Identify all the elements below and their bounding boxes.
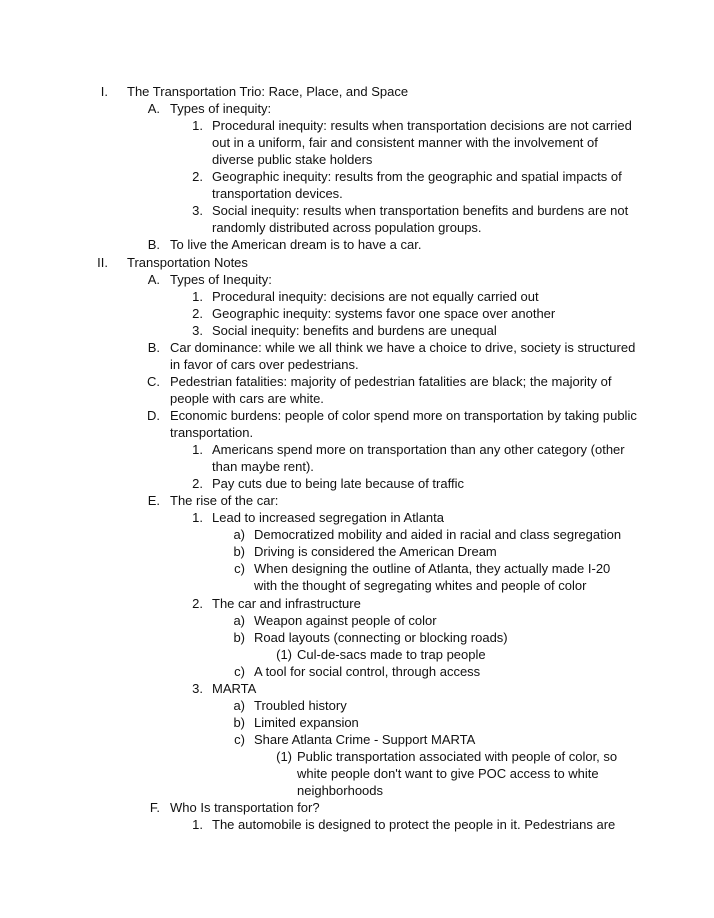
outline-text: Pedestrian fatalities: majority of pedestrian fatalities are black; the majority of bbox=[170, 373, 612, 389]
outline-marker: b) bbox=[233, 714, 245, 730]
outline-text: with the thought of segregating whites and people of color bbox=[254, 578, 587, 594]
outline-text: Economic burdens: people of color spend more on transportation by taking public bbox=[170, 407, 637, 423]
outline-marker: c) bbox=[234, 731, 245, 747]
outline-line bbox=[0, 816, 714, 833]
outline-line bbox=[0, 475, 714, 492]
outline-text: The automobile is designed to protect the people in it. Pedestrians are bbox=[212, 817, 616, 833]
outline-marker: D. bbox=[147, 407, 160, 423]
outline-marker: II. bbox=[97, 254, 108, 270]
outline-marker: 3. bbox=[192, 322, 203, 338]
outline-marker: a) bbox=[233, 527, 245, 543]
outline-line bbox=[0, 390, 714, 407]
outline-text: The car and infrastructure bbox=[212, 595, 361, 611]
outline-marker: (1) bbox=[276, 646, 292, 662]
outline-line bbox=[0, 168, 714, 185]
outline-text: Road layouts (connecting or blocking roads) bbox=[254, 629, 508, 645]
outline-text: out in a uniform, fair and consistent manner with the involvement of bbox=[212, 135, 598, 151]
outline-line bbox=[0, 151, 714, 168]
outline-marker: a) bbox=[233, 697, 245, 713]
outline-text: Social inequity: results when transportation benefits and burdens are not bbox=[212, 203, 629, 219]
outline-line bbox=[0, 612, 714, 629]
outline-line bbox=[0, 577, 714, 594]
outline-line bbox=[0, 782, 714, 799]
outline-line bbox=[0, 629, 714, 646]
outline-marker: c) bbox=[234, 561, 245, 577]
outline-text: Types of inequity: bbox=[170, 101, 272, 117]
outline-text: MARTA bbox=[212, 680, 257, 696]
outline-text: Pay cuts due to being late because of traffic bbox=[212, 476, 464, 492]
outline-line bbox=[0, 731, 714, 748]
outline-text: in favor of cars over pedestrians. bbox=[170, 356, 359, 372]
outline-line bbox=[0, 236, 714, 253]
outline-line bbox=[0, 680, 714, 697]
outline-marker: C. bbox=[147, 373, 160, 389]
outline-marker: b) bbox=[233, 544, 245, 560]
outline-line bbox=[0, 305, 714, 322]
outline-marker: 1. bbox=[192, 118, 203, 134]
outline-text: The Transportation Trio: Race, Place, and Space bbox=[127, 84, 409, 99]
outline-line bbox=[0, 458, 714, 475]
outline-marker: B. bbox=[147, 237, 160, 253]
outline-line bbox=[0, 356, 714, 373]
outline-marker: 1. bbox=[192, 817, 203, 833]
outline-text: Procedural inequity: decisions are not equally carried out bbox=[212, 288, 539, 304]
outline-text: diverse public stake holders bbox=[212, 152, 373, 168]
outline-text: A tool for social control, through access bbox=[254, 663, 481, 679]
outline-line bbox=[0, 799, 714, 816]
outline-line bbox=[0, 663, 714, 680]
outline-text: than maybe rent). bbox=[212, 459, 314, 475]
outline-text: transportation. bbox=[170, 425, 254, 440]
outline-text: Social inequity: benefits and burdens are unequal bbox=[212, 322, 497, 338]
outline-line bbox=[0, 424, 714, 441]
outline-marker: 3. bbox=[192, 680, 203, 696]
outline-line bbox=[0, 339, 714, 356]
outline-marker: c) bbox=[234, 663, 245, 679]
outline-text: randomly distributed across population groups. bbox=[212, 220, 482, 236]
outline-marker: 1. bbox=[192, 288, 203, 304]
outline-text: white people don't want to give POC access to white bbox=[297, 766, 599, 781]
outline-line bbox=[0, 117, 714, 134]
outline-text: Geographic inequity: systems favor one space over another bbox=[212, 305, 556, 321]
outline-text: Lead to increased segregation in Atlanta bbox=[212, 510, 445, 526]
outline-marker: E. bbox=[147, 493, 160, 509]
outline-text: transportation devices. bbox=[212, 186, 343, 202]
outline-line bbox=[0, 100, 714, 117]
outline-marker: 2. bbox=[192, 595, 203, 611]
outline-marker: 1. bbox=[192, 442, 203, 458]
outline-text: neighborhoods bbox=[297, 783, 384, 799]
outline-marker: a) bbox=[233, 612, 245, 628]
outline-marker: A. bbox=[147, 271, 160, 287]
outline-line bbox=[0, 271, 714, 288]
outline-line bbox=[0, 543, 714, 560]
outline-text: Transportation Notes bbox=[127, 254, 248, 270]
outline-text: Car dominance: while we all think we have a choice to drive, society is structured bbox=[170, 339, 636, 355]
outline-text: Share Atlanta Crime - Support MARTA bbox=[254, 731, 476, 747]
outline-marker: 2. bbox=[192, 169, 203, 185]
outline-line bbox=[0, 509, 714, 526]
outline-line bbox=[0, 322, 714, 339]
outline-text: Driving is considered the American Dream bbox=[254, 544, 497, 560]
outline-text: Cul-de-sacs made to trap people bbox=[297, 646, 486, 662]
outline-text: To live the American dream is to have a car. bbox=[170, 237, 422, 253]
outline-line bbox=[0, 765, 714, 782]
outline-marker: B. bbox=[147, 339, 160, 355]
outline-marker: 2. bbox=[192, 305, 203, 321]
outline-marker: A. bbox=[147, 101, 160, 117]
outline-line bbox=[0, 748, 714, 765]
outline-text: When designing the outline of Atlanta, they actually made I-20 bbox=[254, 561, 611, 577]
outline-marker: F. bbox=[149, 800, 160, 816]
outline-line bbox=[0, 697, 714, 714]
outline-line bbox=[0, 492, 714, 509]
outline-text: Public transportation associated with people of color, so bbox=[297, 748, 618, 764]
outline-line bbox=[0, 714, 714, 731]
outline-marker: 1. bbox=[192, 510, 203, 526]
outline-line bbox=[0, 185, 714, 202]
outline-line bbox=[0, 407, 714, 424]
outline-text: Democratized mobility and aided in racial and class segregation bbox=[254, 527, 622, 543]
outline-line bbox=[0, 202, 714, 219]
outline-text: The rise of the car: bbox=[170, 493, 279, 509]
outline-marker: 3. bbox=[192, 203, 203, 219]
outline-text: Limited expansion bbox=[254, 714, 359, 730]
outline-text: Weapon against people of color bbox=[254, 612, 437, 628]
outline-line bbox=[0, 595, 714, 612]
outline-line bbox=[0, 646, 714, 663]
outline-line bbox=[0, 134, 714, 151]
outline-text: Geographic inequity: results from the geographic and spatial impacts of bbox=[212, 169, 622, 185]
outline-line bbox=[0, 526, 714, 543]
outline-marker: b) bbox=[233, 629, 245, 645]
outline-line bbox=[0, 441, 714, 458]
outline-line bbox=[0, 83, 714, 100]
outline-text: Who Is transportation for? bbox=[170, 800, 320, 816]
outline-line bbox=[0, 373, 714, 390]
outline-text: Americans spend more on transportation than any other category (other bbox=[212, 442, 625, 458]
outline-marker: I. bbox=[100, 84, 108, 99]
outline-text: people with cars are white. bbox=[170, 390, 324, 406]
outline-line bbox=[0, 288, 714, 305]
outline-line bbox=[0, 560, 714, 577]
outline-line bbox=[0, 254, 714, 271]
outline-text: Troubled history bbox=[254, 697, 347, 713]
outline-text: Types of Inequity: bbox=[170, 271, 272, 287]
outline-marker: 2. bbox=[192, 476, 203, 492]
outline-marker: (1) bbox=[276, 748, 292, 764]
outline-line bbox=[0, 219, 714, 236]
outline-text: Procedural inequity: results when transportation decisions are not carried bbox=[212, 118, 632, 134]
